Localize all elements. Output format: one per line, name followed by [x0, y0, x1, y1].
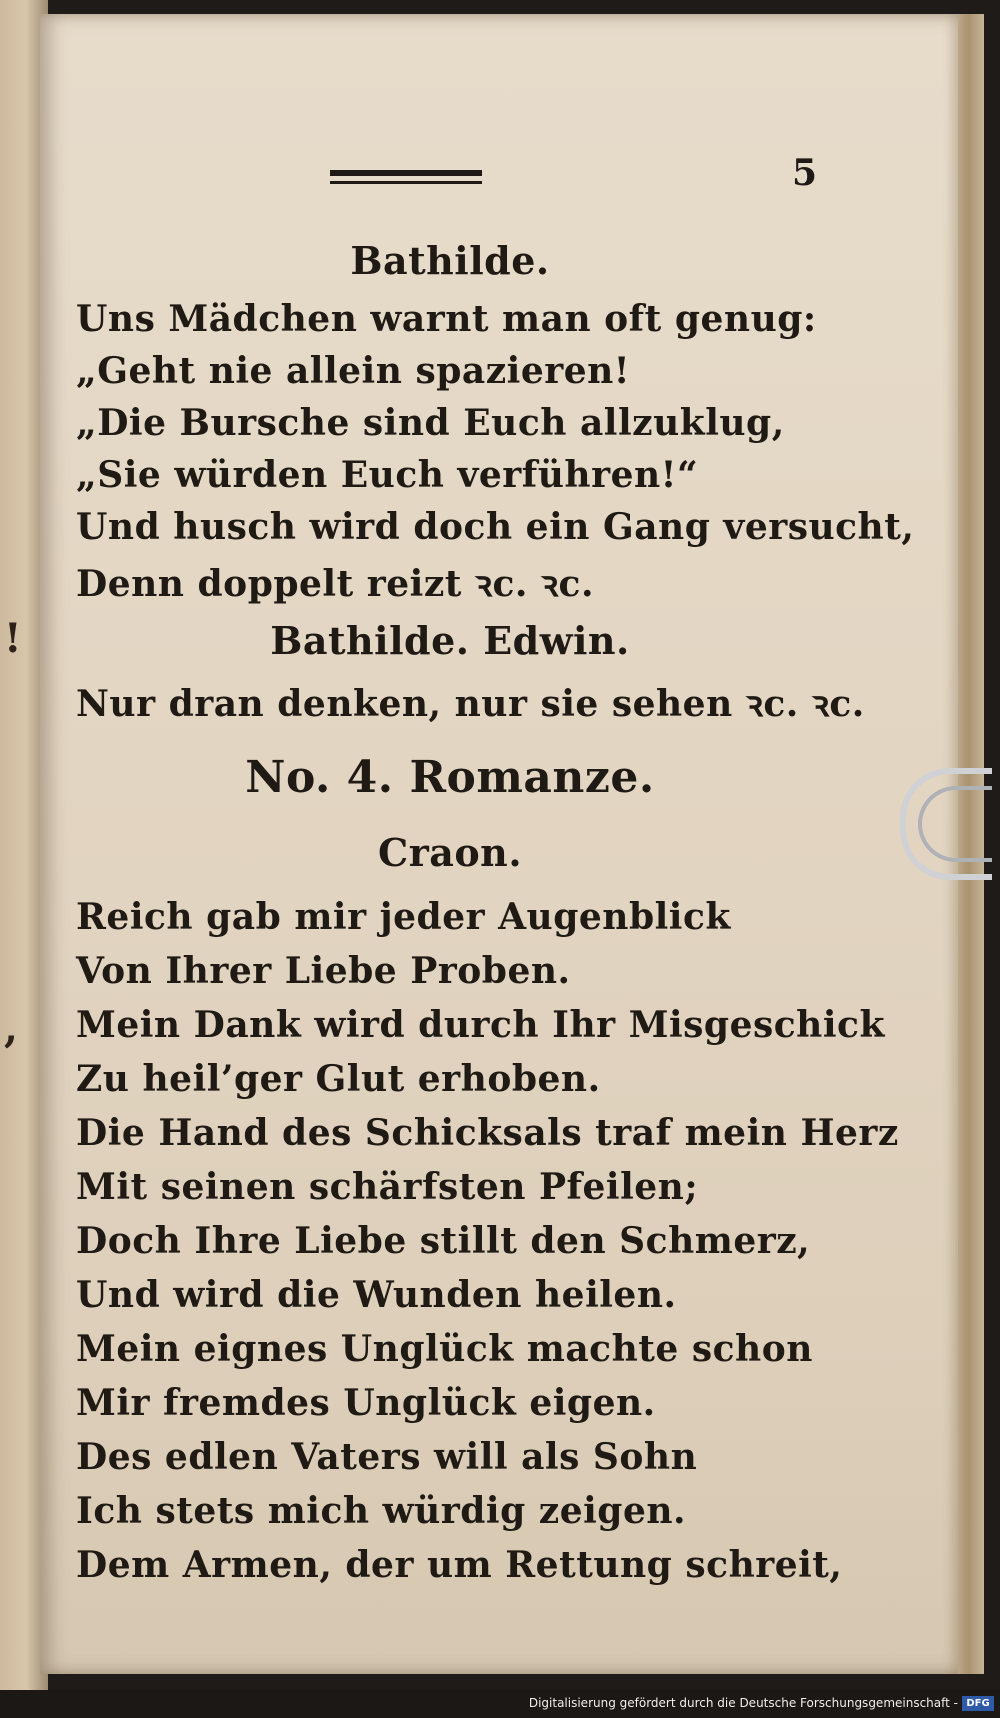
verse-line: Mir fremdes Unglück eigen. — [76, 1382, 656, 1424]
verse-line: Doch Ihre Liebe stillt den Schmerz, — [76, 1220, 811, 1262]
verse-line: „Geht nie allein spazieren! — [76, 350, 631, 392]
dfg-logo: DFG — [962, 1696, 994, 1711]
left-page-mark: ! — [4, 615, 22, 662]
verse-line: Denn doppelt reizt ꝛc. ꝛc. — [76, 563, 594, 605]
verse-line: Zu heil’ger Glut erhoben. — [76, 1058, 601, 1100]
header-rule — [330, 170, 482, 184]
speaker-heading: Bathilde. — [350, 238, 550, 283]
song-title: Romanze. — [409, 752, 655, 803]
verse-line: „Die Bursche sind Euch allzuklug, — [76, 402, 785, 444]
song-number: No. 4. — [245, 752, 394, 803]
verse-line: Und husch wird doch ein Gang versucht, — [76, 506, 915, 548]
verse-line: Von Ihrer Liebe Proben. — [76, 950, 571, 992]
verse-line: Mein Dank wird durch Ihr Misgeschick — [76, 1004, 885, 1046]
verse-line: Dem Armen, der um Rettung schreit, — [76, 1544, 843, 1586]
song-heading — [0, 752, 900, 803]
paper-clip-inner — [918, 786, 992, 862]
verse-line: Die Hand des Schicksals traf mein Herz — [76, 1112, 899, 1154]
verse-line: Mein eignes Unglück machte schon — [76, 1328, 813, 1370]
page-number: 5 — [792, 152, 818, 194]
verse-line: Mit seinen schärfsten Pfeilen; — [76, 1166, 699, 1208]
funding-notice: Digitalisierung gefördert durch die Deutsche Forschungsgemeinschaft - — [528, 1696, 958, 1710]
verse-line: „Sie würden Euch verführen!“ — [76, 454, 699, 496]
verse-line: Nur dran denken, nur sie sehen ꝛc. ꝛc. — [76, 683, 865, 725]
left-page-mark: , — [4, 1005, 18, 1052]
speaker-heading: Bathilde. Edwin. — [270, 618, 630, 663]
verse-line: Ich stets mich würdig zeigen. — [76, 1490, 687, 1532]
speaker-heading: Craon. — [377, 830, 523, 875]
verse-line: Des edlen Vaters will als Sohn — [76, 1436, 698, 1478]
verse-line: Uns Mädchen warnt man oft genug: — [76, 298, 817, 340]
verse-line: Und wird die Wunden heilen. — [76, 1274, 677, 1316]
verse-line: Reich gab mir jeder Augenblick — [76, 896, 731, 938]
